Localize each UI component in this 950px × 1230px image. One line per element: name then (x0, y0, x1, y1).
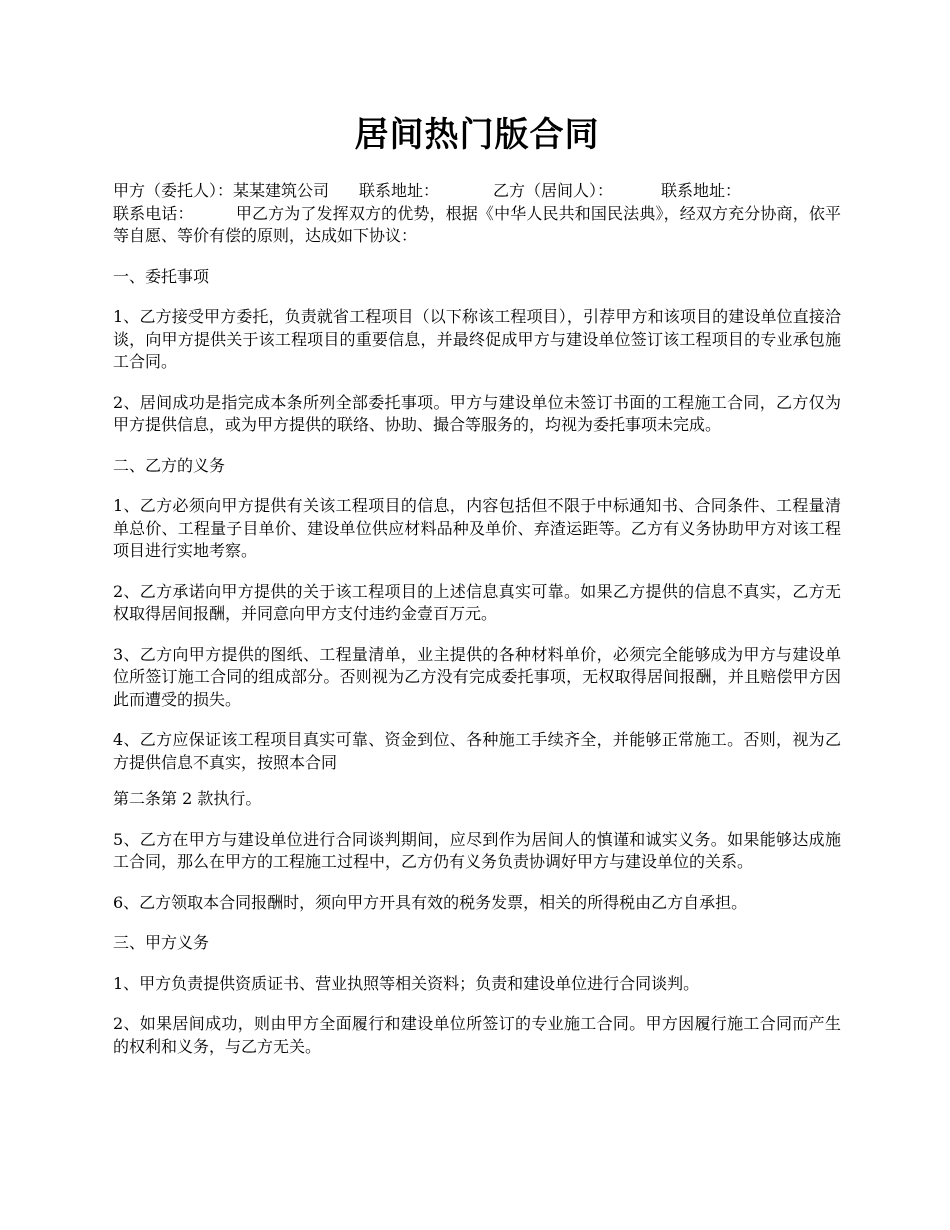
clause-paragraph: 第二条第 2 款执行。 (113, 789, 262, 808)
party-b-address: 联系地址： (661, 181, 742, 200)
party-b: 乙方（居间人）： (493, 181, 614, 200)
section-heading: 二、乙方的义务 (113, 455, 226, 475)
clause-paragraph: 2、居间成功是指完成本条所列全部委托事项。甲方与建设单位未签订书面的工程施工合同，乙方仅为甲方提供信息，或为甲方提供的联络、协助、撮合等服务的，均视为委托事项未完成。 (113, 392, 841, 434)
clause-paragraph: 5、乙方在甲方与建设单位进行合同谈判期间，应尽到作为居间人的慎谨和诚实义务。如果能够达成施工合同，那么在甲方的工程施工过程中，乙方仍有义务负责协调好甲方与建设单位的关系。 (113, 829, 841, 871)
clause-paragraph: 1、甲方负责提供资质证书、营业执照等相关资料；负责和建设单位进行合同谈判。 (113, 973, 700, 993)
section-heading: 一、委托事项 (113, 266, 210, 286)
clause-paragraph: 2、如果居间成功，则由甲方全面履行和建设单位所签订的专业施工合同。甲方因履行施工合同而产生的权利和义务，与乙方无关。 (113, 1014, 841, 1056)
header-line-1 (113, 180, 841, 203)
header-block (113, 180, 841, 248)
contract-page (113, 112, 841, 1076)
preamble-text (113, 203, 841, 248)
preamble: 甲乙方为了发挥双方的优势，根据《中华人民共和国民法典》，经双方充分协商，依平等自愿、等价有偿的原则，达成如下协议： (113, 203, 841, 245)
document-title: 居间热门版合同 (354, 115, 600, 155)
clause-paragraph: 4、乙方应保证该工程项目真实可靠、资金到位、各种施工手续齐全，并能够正常施工。否则，视为乙方提供信息不真实，按照本合同 (113, 730, 841, 772)
clause-paragraph: 3、乙方向甲方提供的图纸、工程量清单，业主提供的各种材料单价，必须完全能够成为甲方与建设单位所签订施工合同的组成部分。否则视为乙方没有完成委托事项，无权取得居间报酬，并且赔偿甲方因此而遭受的损失。 (113, 644, 841, 709)
clause-paragraph: 1、乙方必须向甲方提供有关该工程项目的信息，内容包括但不限于中标通知书、合同条件、工程量清单总价、工程量子目单价、建设单位供应材料品种及单价、弃渣运距等。乙方有义务协助甲方对该工程项目进行实地考察。 (113, 496, 841, 560)
contact-phone: 联系电话： (113, 203, 194, 223)
clause-paragraph: 6、乙方领取本合同报酬时，须向甲方开具有效的税务发票，相关的所得税由乙方自承担。 (113, 892, 748, 912)
party-a: 甲方（委托人）：某某建筑公司 (113, 181, 330, 200)
clause-paragraph: 1、乙方接受甲方委托，负责就省工程项目（以下称该工程项目），引荐甲方和该项目的建设单位直接洽谈，向甲方提供关于该工程项目的重要信息，并最终促成甲方与建设单位签订该工程项目的专业承包施工合同。 (113, 307, 841, 371)
section-heading: 三、甲方义务 (113, 933, 210, 952)
clause-paragraph: 2、乙方承诺向甲方提供的关于该工程项目的上述信息真实可靠。如果乙方提供的信息不真实，乙方无权取得居间报酬，并同意向甲方支付违约金壹百万元。 (113, 581, 841, 623)
party-a-address: 联系地址： (359, 181, 440, 200)
